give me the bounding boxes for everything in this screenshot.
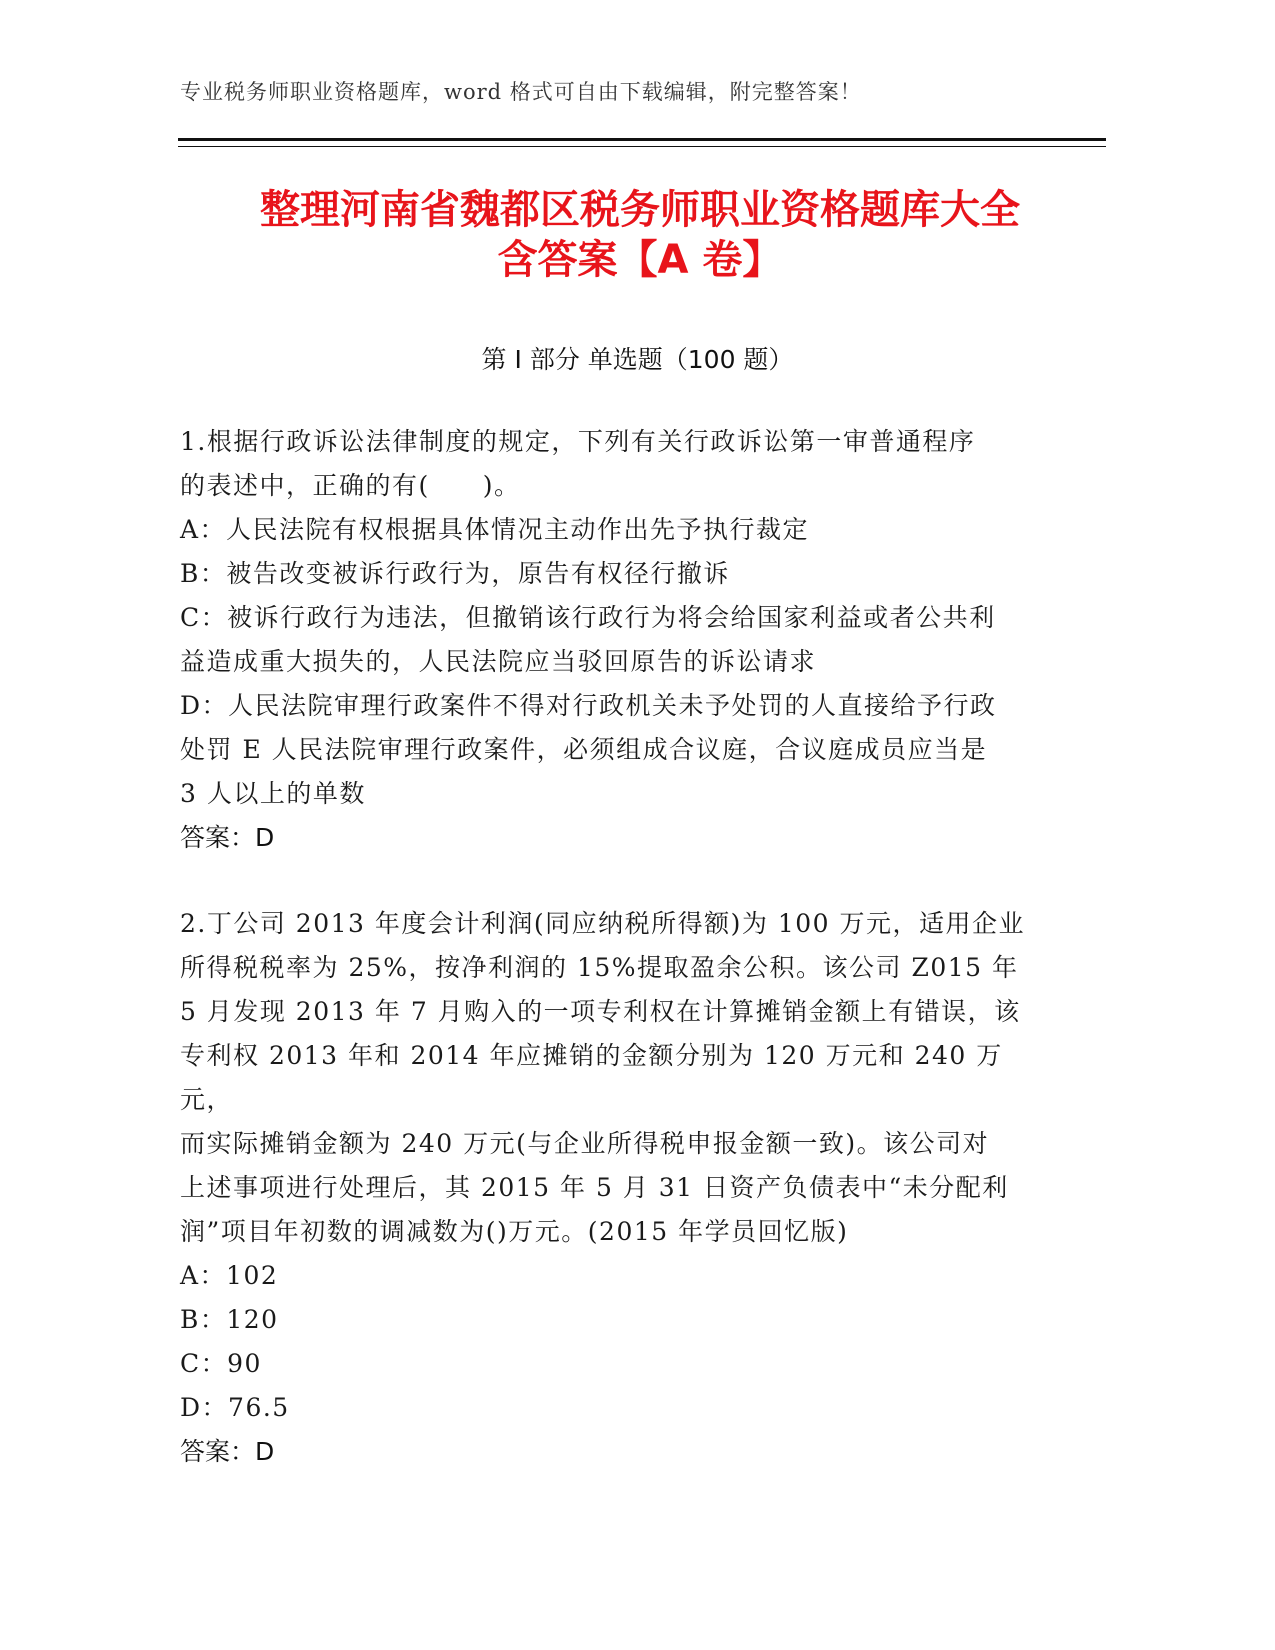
option-d-line: 3 人以上的单数 (180, 779, 366, 808)
option-c-line: 益造成重大损失的，人民法院应当驳回原告的诉讼请求 (180, 647, 817, 676)
header-rule-thin (178, 146, 1106, 147)
question-stem-line: 5 月发现 2013 年 7 月购入的一项专利权在计算摊销金额上有错误，该 (180, 997, 1021, 1026)
question-stem-line: 1.根据行政诉讼法律制度的规定，下列有关行政诉讼第一审普通程序 (180, 427, 976, 456)
question-stem-line: 的表述中，正确的有( )。 (180, 471, 521, 500)
header-note: 专业税务师职业资格题库，word 格式可自由下载编辑，附完整答案！ (180, 80, 862, 104)
question-stem-line: 而实际摊销金额为 240 万元(与企业所得税申报金额一致)。该公司对 (180, 1129, 990, 1158)
answer-label: 答案：D (180, 823, 275, 852)
question-stem-line: 上述事项进行处理后，其 2015 年 5 月 31 日资产负债表中“未分配利 (180, 1173, 1009, 1202)
option-a: A：102 (180, 1261, 279, 1290)
question-list (180, 420, 1030, 1516)
question-1 (180, 420, 1030, 860)
option-d: D：76.5 (180, 1393, 290, 1422)
document-title (160, 185, 1120, 285)
question-stem-line: 所得税税率为 25%，按净利润的 15%提取盈余公积。该公司 Z015 年 (180, 953, 1019, 982)
question-2 (180, 902, 1030, 1474)
question-stem-line: 专利权 2013 年和 2014 年应摊销的金额分别为 120 万元和 240 万元， (180, 1041, 1003, 1114)
title-line-1: 整理河南省魏都区税务师职业资格题库大全 (260, 187, 1020, 233)
question-stem-line: 2.丁公司 2013 年度会计利润(同应纳税所得额)为 100 万元，适用企业 (180, 909, 1025, 938)
option-b: B：120 (180, 1305, 279, 1334)
answer-label: 答案：D (180, 1437, 275, 1466)
option-d-line: 处罚 E 人民法院审理行政案件，必须组成合议庭，合议庭成员应当是 (180, 735, 988, 764)
option-d-line: D：人民法院审理行政案件不得对行政机关未予处罚的人直接给予行政 (180, 691, 997, 720)
header-rule-thick (178, 138, 1106, 141)
section-heading: 第 I 部分 单选题（100 题） (481, 345, 794, 374)
title-line-2: 含答案【A 卷】 (497, 237, 783, 283)
option-c: C：90 (180, 1349, 262, 1378)
question-stem-line: 润”项目年初数的调减数为()万元。(2015 年学员回忆版) (180, 1217, 849, 1246)
option-c-line: C：被诉行政行为违法，但撤销该行政行为将会给国家利益或者公共利 (180, 603, 996, 632)
option-a: A：人民法院有权根据具体情况主动作出先予执行裁定 (180, 515, 810, 544)
option-b: B：被告改变被诉行政行为，原告有权径行撤诉 (180, 559, 730, 588)
